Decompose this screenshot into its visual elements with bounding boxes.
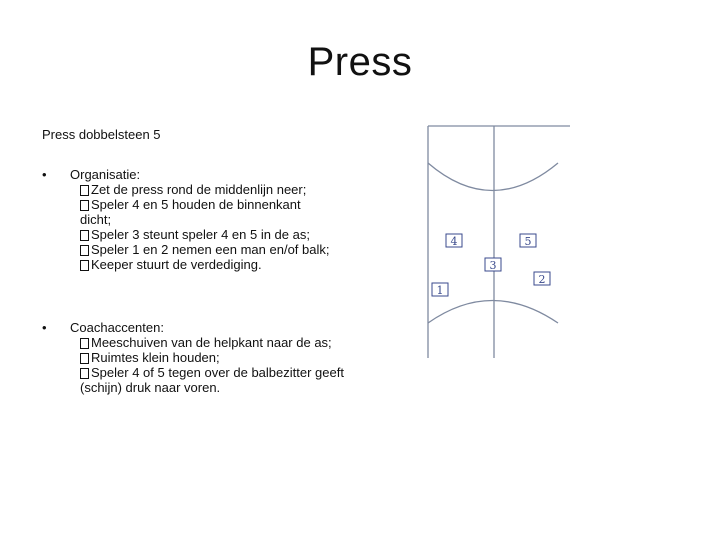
list-item: Zet de press rond de middenlijn neer; bbox=[80, 182, 330, 197]
list-item: Speler 4 en 5 houden de binnenkant dicht; bbox=[80, 197, 301, 227]
checkbox-glyph-icon bbox=[80, 338, 89, 349]
svg-text:3: 3 bbox=[489, 259, 497, 272]
list-item: Speler 3 steunt speler 4 en 5 in de as; bbox=[80, 227, 330, 242]
list-item: Speler 4 of 5 tegen over de balbezitter geeft (schijn) druk naar voren. bbox=[80, 365, 344, 395]
section-heading: Organisatie: bbox=[70, 167, 141, 182]
section-heading: Coachaccenten: bbox=[70, 320, 164, 335]
svg-text:4: 4 bbox=[450, 235, 458, 248]
player-5 bbox=[520, 234, 536, 248]
press-field-diagram bbox=[420, 118, 570, 363]
item-list bbox=[80, 335, 360, 395]
player-3 bbox=[485, 258, 501, 272]
svg-text:1: 1 bbox=[436, 284, 444, 297]
player-1 bbox=[432, 283, 448, 297]
svg-text:5: 5 bbox=[524, 235, 532, 248]
player-2 bbox=[534, 272, 550, 286]
bottom-circle-arc bbox=[428, 301, 558, 324]
checkbox-glyph-icon bbox=[80, 353, 89, 364]
list-item: Meeschuiven van de helpkant naar de as; bbox=[80, 335, 360, 350]
top-circle-arc bbox=[428, 163, 558, 191]
page-title: Press bbox=[307, 40, 413, 84]
list-item: Ruimtes klein houden; bbox=[80, 350, 360, 365]
item-list bbox=[80, 182, 330, 272]
player-markers bbox=[432, 234, 550, 297]
list-item: Speler 1 en 2 nemen een man en/of balk; bbox=[80, 242, 330, 257]
checkbox-glyph-icon bbox=[80, 200, 89, 211]
bullet-icon: • bbox=[42, 167, 47, 182]
checkbox-glyph-icon bbox=[80, 260, 89, 271]
bullet-icon: • bbox=[42, 320, 47, 335]
checkbox-glyph-icon bbox=[80, 368, 89, 379]
svg-text:2: 2 bbox=[538, 273, 546, 286]
checkbox-glyph-icon bbox=[80, 185, 89, 196]
subtitle: Press dobbelsteen 5 bbox=[42, 127, 161, 142]
player-4 bbox=[446, 234, 462, 248]
checkbox-glyph-icon bbox=[80, 245, 89, 256]
checkbox-glyph-icon bbox=[80, 230, 89, 241]
list-item: Keeper stuurt de verdediging. bbox=[80, 257, 330, 272]
